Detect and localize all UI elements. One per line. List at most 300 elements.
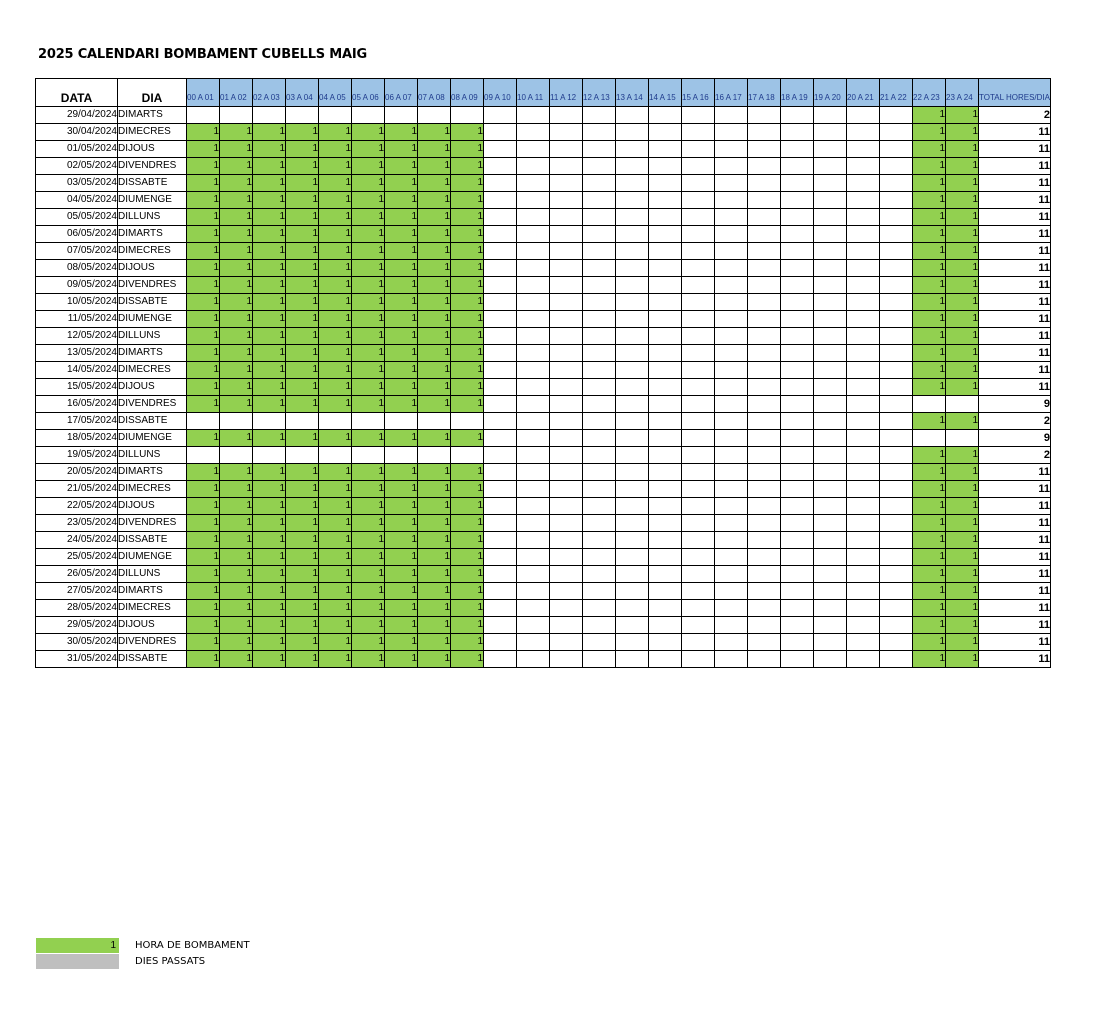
hour-cell[interactable]: 1 xyxy=(187,311,220,328)
hour-cell[interactable] xyxy=(649,107,682,124)
hour-cell[interactable] xyxy=(880,617,913,634)
hour-cell[interactable] xyxy=(847,362,880,379)
hour-cell[interactable]: 1 xyxy=(286,311,319,328)
hour-cell[interactable]: 1 xyxy=(253,600,286,617)
hour-cell[interactable]: 1 xyxy=(451,583,484,600)
hour-cell[interactable]: 1 xyxy=(385,651,418,668)
hour-cell[interactable] xyxy=(253,107,286,124)
hour-cell[interactable] xyxy=(715,532,748,549)
hour-cell[interactable] xyxy=(682,294,715,311)
hour-cell[interactable] xyxy=(583,566,616,583)
hour-cell[interactable] xyxy=(847,549,880,566)
hour-cell[interactable] xyxy=(583,379,616,396)
hour-cell[interactable] xyxy=(682,124,715,141)
hour-cell[interactable]: 1 xyxy=(946,549,979,566)
hour-cell[interactable] xyxy=(187,413,220,430)
hour-cell[interactable] xyxy=(814,124,847,141)
hour-cell[interactable] xyxy=(814,260,847,277)
hour-cell[interactable] xyxy=(583,583,616,600)
hour-cell[interactable] xyxy=(517,175,550,192)
hour-cell[interactable] xyxy=(880,583,913,600)
hour-cell[interactable]: 1 xyxy=(418,277,451,294)
hour-cell[interactable]: 1 xyxy=(385,379,418,396)
hour-cell[interactable] xyxy=(550,379,583,396)
hour-cell[interactable]: 1 xyxy=(220,158,253,175)
hour-cell[interactable] xyxy=(616,294,649,311)
hour-cell[interactable]: 1 xyxy=(253,498,286,515)
hour-cell[interactable]: 1 xyxy=(913,294,946,311)
hour-cell[interactable] xyxy=(649,362,682,379)
hour-cell[interactable]: 1 xyxy=(319,328,352,345)
hour-cell[interactable]: 1 xyxy=(913,481,946,498)
hour-cell[interactable]: 1 xyxy=(220,617,253,634)
hour-cell[interactable] xyxy=(748,209,781,226)
hour-cell[interactable]: 1 xyxy=(319,141,352,158)
hour-cell[interactable]: 1 xyxy=(385,260,418,277)
hour-cell[interactable]: 1 xyxy=(286,566,319,583)
hour-cell[interactable] xyxy=(748,124,781,141)
hour-cell[interactable] xyxy=(781,515,814,532)
hour-cell[interactable] xyxy=(880,651,913,668)
hour-cell[interactable] xyxy=(583,396,616,413)
hour-cell[interactable]: 1 xyxy=(451,634,484,651)
hour-cell[interactable] xyxy=(880,396,913,413)
hour-cell[interactable]: 1 xyxy=(352,515,385,532)
hour-cell[interactable] xyxy=(484,294,517,311)
hour-cell[interactable]: 1 xyxy=(385,209,418,226)
hour-cell[interactable]: 1 xyxy=(451,362,484,379)
hour-cell[interactable] xyxy=(715,192,748,209)
hour-cell[interactable]: 1 xyxy=(286,260,319,277)
hour-cell[interactable]: 1 xyxy=(187,243,220,260)
hour-cell[interactable] xyxy=(484,209,517,226)
hour-cell[interactable] xyxy=(583,243,616,260)
hour-cell[interactable]: 1 xyxy=(418,379,451,396)
hour-cell[interactable] xyxy=(616,209,649,226)
hour-cell[interactable]: 1 xyxy=(451,141,484,158)
hour-cell[interactable]: 1 xyxy=(187,515,220,532)
hour-cell[interactable]: 1 xyxy=(187,260,220,277)
hour-cell[interactable]: 1 xyxy=(187,498,220,515)
hour-cell[interactable] xyxy=(517,600,550,617)
hour-cell[interactable] xyxy=(682,141,715,158)
hour-cell[interactable] xyxy=(616,549,649,566)
hour-cell[interactable] xyxy=(484,396,517,413)
hour-cell[interactable] xyxy=(583,328,616,345)
hour-cell[interactable] xyxy=(682,209,715,226)
hour-cell[interactable]: 1 xyxy=(253,566,286,583)
hour-cell[interactable]: 1 xyxy=(352,311,385,328)
hour-cell[interactable] xyxy=(814,226,847,243)
hour-cell[interactable]: 1 xyxy=(253,277,286,294)
hour-cell[interactable]: 1 xyxy=(385,243,418,260)
hour-cell[interactable] xyxy=(616,396,649,413)
hour-cell[interactable] xyxy=(583,260,616,277)
hour-cell[interactable]: 1 xyxy=(385,345,418,362)
hour-cell[interactable] xyxy=(550,549,583,566)
hour-cell[interactable] xyxy=(550,413,583,430)
hour-cell[interactable] xyxy=(583,600,616,617)
hour-cell[interactable]: 1 xyxy=(352,651,385,668)
hour-cell[interactable] xyxy=(814,447,847,464)
hour-cell[interactable] xyxy=(715,481,748,498)
hour-cell[interactable] xyxy=(682,430,715,447)
hour-cell[interactable] xyxy=(781,260,814,277)
hour-cell[interactable] xyxy=(682,362,715,379)
hour-cell[interactable]: 1 xyxy=(418,464,451,481)
hour-cell[interactable]: 1 xyxy=(253,260,286,277)
hour-cell[interactable] xyxy=(682,396,715,413)
hour-cell[interactable]: 1 xyxy=(319,192,352,209)
hour-cell[interactable]: 1 xyxy=(946,498,979,515)
hour-cell[interactable] xyxy=(583,209,616,226)
hour-cell[interactable] xyxy=(880,532,913,549)
hour-cell[interactable]: 1 xyxy=(385,175,418,192)
hour-cell[interactable]: 1 xyxy=(187,566,220,583)
hour-cell[interactable]: 1 xyxy=(187,209,220,226)
hour-cell[interactable]: 1 xyxy=(319,226,352,243)
hour-cell[interactable] xyxy=(484,141,517,158)
hour-cell[interactable] xyxy=(583,651,616,668)
hour-cell[interactable] xyxy=(484,311,517,328)
hour-cell[interactable] xyxy=(616,583,649,600)
hour-cell[interactable]: 1 xyxy=(451,566,484,583)
hour-cell[interactable]: 1 xyxy=(253,634,286,651)
hour-cell[interactable]: 1 xyxy=(946,175,979,192)
hour-cell[interactable]: 1 xyxy=(220,430,253,447)
hour-cell[interactable] xyxy=(814,396,847,413)
hour-cell[interactable]: 1 xyxy=(913,107,946,124)
hour-cell[interactable] xyxy=(748,583,781,600)
hour-cell[interactable]: 1 xyxy=(286,600,319,617)
hour-cell[interactable] xyxy=(583,413,616,430)
hour-cell[interactable] xyxy=(748,277,781,294)
hour-cell[interactable] xyxy=(484,549,517,566)
hour-cell[interactable] xyxy=(880,515,913,532)
hour-cell[interactable] xyxy=(616,226,649,243)
hour-cell[interactable]: 1 xyxy=(385,362,418,379)
hour-cell[interactable] xyxy=(748,515,781,532)
hour-cell[interactable]: 1 xyxy=(451,515,484,532)
hour-cell[interactable]: 1 xyxy=(286,124,319,141)
hour-cell[interactable]: 1 xyxy=(286,583,319,600)
hour-cell[interactable] xyxy=(682,345,715,362)
hour-cell[interactable] xyxy=(517,430,550,447)
hour-cell[interactable] xyxy=(847,175,880,192)
hour-cell[interactable]: 1 xyxy=(352,583,385,600)
hour-cell[interactable]: 1 xyxy=(286,396,319,413)
hour-cell[interactable] xyxy=(616,345,649,362)
hour-cell[interactable] xyxy=(847,447,880,464)
hour-cell[interactable]: 1 xyxy=(220,175,253,192)
hour-cell[interactable] xyxy=(550,566,583,583)
hour-cell[interactable]: 1 xyxy=(187,617,220,634)
hour-cell[interactable] xyxy=(484,124,517,141)
hour-cell[interactable] xyxy=(748,379,781,396)
hour-cell[interactable]: 1 xyxy=(286,141,319,158)
hour-cell[interactable] xyxy=(484,345,517,362)
hour-cell[interactable]: 1 xyxy=(352,634,385,651)
hour-cell[interactable]: 1 xyxy=(187,345,220,362)
hour-cell[interactable] xyxy=(715,634,748,651)
hour-cell[interactable]: 1 xyxy=(352,362,385,379)
hour-cell[interactable]: 1 xyxy=(220,379,253,396)
hour-cell[interactable] xyxy=(880,379,913,396)
hour-cell[interactable]: 1 xyxy=(418,583,451,600)
hour-cell[interactable]: 1 xyxy=(451,328,484,345)
hour-cell[interactable] xyxy=(715,600,748,617)
hour-cell[interactable] xyxy=(847,124,880,141)
hour-cell[interactable] xyxy=(781,311,814,328)
hour-cell[interactable]: 1 xyxy=(451,209,484,226)
hour-cell[interactable]: 1 xyxy=(220,124,253,141)
hour-cell[interactable] xyxy=(583,175,616,192)
hour-cell[interactable]: 1 xyxy=(319,294,352,311)
hour-cell[interactable]: 1 xyxy=(253,430,286,447)
hour-cell[interactable] xyxy=(682,192,715,209)
hour-cell[interactable] xyxy=(880,192,913,209)
hour-cell[interactable]: 1 xyxy=(418,600,451,617)
hour-cell[interactable]: 1 xyxy=(913,447,946,464)
hour-cell[interactable] xyxy=(880,413,913,430)
hour-cell[interactable]: 1 xyxy=(220,192,253,209)
hour-cell[interactable] xyxy=(682,600,715,617)
hour-cell[interactable] xyxy=(682,583,715,600)
hour-cell[interactable]: 1 xyxy=(286,515,319,532)
hour-cell[interactable]: 1 xyxy=(451,532,484,549)
hour-cell[interactable] xyxy=(517,651,550,668)
hour-cell[interactable] xyxy=(583,430,616,447)
hour-cell[interactable] xyxy=(880,226,913,243)
hour-cell[interactable] xyxy=(649,447,682,464)
hour-cell[interactable]: 1 xyxy=(253,311,286,328)
hour-cell[interactable] xyxy=(781,481,814,498)
hour-cell[interactable] xyxy=(616,124,649,141)
hour-cell[interactable]: 1 xyxy=(286,549,319,566)
hour-cell[interactable] xyxy=(913,396,946,413)
hour-cell[interactable]: 1 xyxy=(187,464,220,481)
hour-cell[interactable] xyxy=(484,243,517,260)
hour-cell[interactable] xyxy=(880,141,913,158)
hour-cell[interactable] xyxy=(781,634,814,651)
hour-cell[interactable] xyxy=(649,209,682,226)
hour-cell[interactable]: 1 xyxy=(913,141,946,158)
hour-cell[interactable] xyxy=(616,107,649,124)
hour-cell[interactable] xyxy=(880,294,913,311)
hour-cell[interactable] xyxy=(814,498,847,515)
hour-cell[interactable] xyxy=(880,566,913,583)
hour-cell[interactable]: 1 xyxy=(418,396,451,413)
hour-cell[interactable]: 1 xyxy=(253,651,286,668)
hour-cell[interactable] xyxy=(550,158,583,175)
hour-cell[interactable] xyxy=(583,634,616,651)
hour-cell[interactable]: 1 xyxy=(319,396,352,413)
hour-cell[interactable] xyxy=(616,328,649,345)
hour-cell[interactable] xyxy=(847,311,880,328)
hour-cell[interactable]: 1 xyxy=(352,617,385,634)
hour-cell[interactable]: 1 xyxy=(946,634,979,651)
hour-cell[interactable] xyxy=(748,243,781,260)
hour-cell[interactable]: 1 xyxy=(319,481,352,498)
hour-cell[interactable] xyxy=(517,260,550,277)
hour-cell[interactable] xyxy=(550,617,583,634)
hour-cell[interactable] xyxy=(748,175,781,192)
hour-cell[interactable]: 1 xyxy=(286,498,319,515)
hour-cell[interactable] xyxy=(814,294,847,311)
hour-cell[interactable] xyxy=(748,260,781,277)
hour-cell[interactable] xyxy=(517,158,550,175)
hour-cell[interactable] xyxy=(880,124,913,141)
hour-cell[interactable] xyxy=(715,498,748,515)
hour-cell[interactable]: 1 xyxy=(319,175,352,192)
hour-cell[interactable] xyxy=(781,583,814,600)
hour-cell[interactable]: 1 xyxy=(319,498,352,515)
hour-cell[interactable] xyxy=(814,617,847,634)
hour-cell[interactable]: 1 xyxy=(946,209,979,226)
hour-cell[interactable] xyxy=(748,566,781,583)
hour-cell[interactable] xyxy=(517,617,550,634)
hour-cell[interactable]: 1 xyxy=(286,277,319,294)
hour-cell[interactable] xyxy=(616,158,649,175)
hour-cell[interactable]: 1 xyxy=(319,124,352,141)
hour-cell[interactable]: 1 xyxy=(913,192,946,209)
hour-cell[interactable] xyxy=(220,413,253,430)
hour-cell[interactable] xyxy=(583,345,616,362)
hour-cell[interactable] xyxy=(484,481,517,498)
hour-cell[interactable]: 1 xyxy=(946,158,979,175)
hour-cell[interactable] xyxy=(550,651,583,668)
hour-cell[interactable]: 1 xyxy=(319,243,352,260)
hour-cell[interactable]: 1 xyxy=(187,328,220,345)
hour-cell[interactable] xyxy=(517,379,550,396)
hour-cell[interactable] xyxy=(748,141,781,158)
hour-cell[interactable] xyxy=(880,260,913,277)
hour-cell[interactable] xyxy=(682,549,715,566)
hour-cell[interactable]: 1 xyxy=(352,379,385,396)
hour-cell[interactable] xyxy=(253,447,286,464)
hour-cell[interactable] xyxy=(616,515,649,532)
hour-cell[interactable] xyxy=(847,243,880,260)
hour-cell[interactable] xyxy=(715,447,748,464)
hour-cell[interactable]: 1 xyxy=(220,260,253,277)
hour-cell[interactable] xyxy=(649,430,682,447)
hour-cell[interactable] xyxy=(682,158,715,175)
hour-cell[interactable] xyxy=(418,413,451,430)
hour-cell[interactable] xyxy=(682,498,715,515)
hour-cell[interactable] xyxy=(517,413,550,430)
hour-cell[interactable] xyxy=(814,158,847,175)
hour-cell[interactable]: 1 xyxy=(187,362,220,379)
hour-cell[interactable]: 1 xyxy=(253,464,286,481)
hour-cell[interactable] xyxy=(781,226,814,243)
hour-cell[interactable]: 1 xyxy=(286,379,319,396)
hour-cell[interactable]: 1 xyxy=(946,328,979,345)
hour-cell[interactable] xyxy=(781,192,814,209)
hour-cell[interactable] xyxy=(715,515,748,532)
hour-cell[interactable]: 1 xyxy=(913,124,946,141)
hour-cell[interactable]: 1 xyxy=(220,549,253,566)
hour-cell[interactable] xyxy=(847,634,880,651)
hour-cell[interactable]: 1 xyxy=(319,260,352,277)
hour-cell[interactable] xyxy=(616,277,649,294)
hour-cell[interactable] xyxy=(682,413,715,430)
hour-cell[interactable] xyxy=(781,549,814,566)
hour-cell[interactable] xyxy=(781,430,814,447)
hour-cell[interactable]: 1 xyxy=(319,158,352,175)
hour-cell[interactable] xyxy=(583,311,616,328)
hour-cell[interactable]: 1 xyxy=(352,226,385,243)
hour-cell[interactable] xyxy=(517,566,550,583)
hour-cell[interactable]: 1 xyxy=(913,413,946,430)
hour-cell[interactable] xyxy=(781,617,814,634)
hour-cell[interactable] xyxy=(220,107,253,124)
hour-cell[interactable] xyxy=(682,328,715,345)
hour-cell[interactable]: 1 xyxy=(946,107,979,124)
hour-cell[interactable]: 1 xyxy=(319,209,352,226)
hour-cell[interactable] xyxy=(616,430,649,447)
hour-cell[interactable]: 1 xyxy=(418,260,451,277)
hour-cell[interactable]: 1 xyxy=(319,277,352,294)
hour-cell[interactable] xyxy=(715,226,748,243)
hour-cell[interactable] xyxy=(847,481,880,498)
hour-cell[interactable] xyxy=(550,481,583,498)
hour-cell[interactable]: 1 xyxy=(913,362,946,379)
hour-cell[interactable] xyxy=(484,328,517,345)
hour-cell[interactable] xyxy=(517,549,550,566)
hour-cell[interactable] xyxy=(385,107,418,124)
hour-cell[interactable] xyxy=(814,209,847,226)
hour-cell[interactable]: 1 xyxy=(286,532,319,549)
hour-cell[interactable] xyxy=(649,634,682,651)
hour-cell[interactable] xyxy=(814,107,847,124)
hour-cell[interactable]: 1 xyxy=(286,175,319,192)
hour-cell[interactable]: 1 xyxy=(913,498,946,515)
hour-cell[interactable] xyxy=(847,430,880,447)
hour-cell[interactable] xyxy=(682,634,715,651)
hour-cell[interactable] xyxy=(781,277,814,294)
hour-cell[interactable] xyxy=(847,515,880,532)
hour-cell[interactable]: 1 xyxy=(220,328,253,345)
hour-cell[interactable] xyxy=(847,209,880,226)
hour-cell[interactable]: 1 xyxy=(187,634,220,651)
hour-cell[interactable] xyxy=(550,277,583,294)
hour-cell[interactable] xyxy=(682,260,715,277)
hour-cell[interactable] xyxy=(715,345,748,362)
hour-cell[interactable] xyxy=(550,634,583,651)
hour-cell[interactable] xyxy=(517,107,550,124)
hour-cell[interactable]: 1 xyxy=(319,634,352,651)
hour-cell[interactable]: 1 xyxy=(286,464,319,481)
hour-cell[interactable] xyxy=(616,566,649,583)
hour-cell[interactable] xyxy=(550,447,583,464)
hour-cell[interactable]: 1 xyxy=(187,481,220,498)
hour-cell[interactable]: 1 xyxy=(319,532,352,549)
hour-cell[interactable]: 1 xyxy=(253,226,286,243)
hour-cell[interactable]: 1 xyxy=(418,481,451,498)
hour-cell[interactable] xyxy=(550,311,583,328)
hour-cell[interactable]: 1 xyxy=(187,158,220,175)
hour-cell[interactable]: 1 xyxy=(418,328,451,345)
hour-cell[interactable]: 1 xyxy=(946,192,979,209)
hour-cell[interactable] xyxy=(781,413,814,430)
hour-cell[interactable]: 1 xyxy=(253,396,286,413)
hour-cell[interactable]: 1 xyxy=(187,549,220,566)
hour-cell[interactable] xyxy=(748,549,781,566)
hour-cell[interactable] xyxy=(484,413,517,430)
hour-cell[interactable]: 1 xyxy=(913,277,946,294)
hour-cell[interactable]: 1 xyxy=(946,413,979,430)
hour-cell[interactable]: 1 xyxy=(286,192,319,209)
